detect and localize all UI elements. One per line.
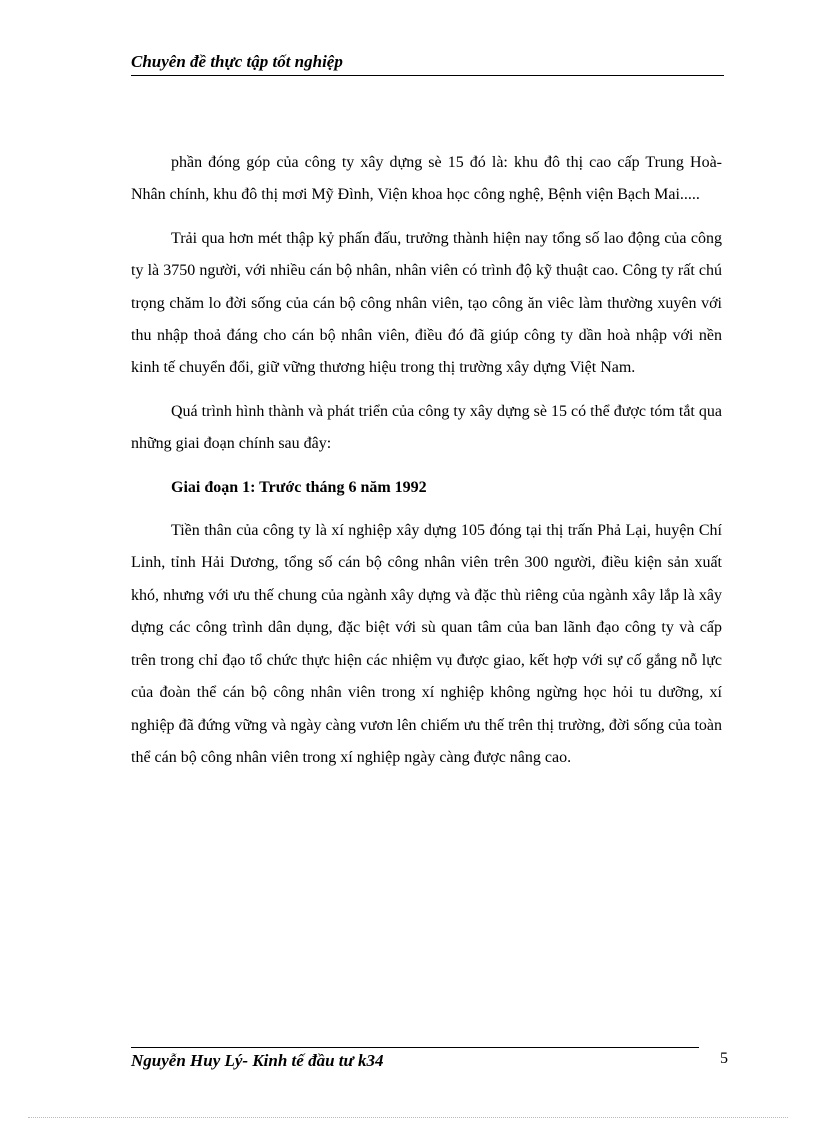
- paragraph-4: Tiền thân của công ty là xí nghiệp xây dựng 105 đóng tại thị trấn Phả Lại, huyện Chí Linh, tỉnh Hải Dương, tổng số cán bộ công nhân viên trên 300 người, điều kiện sản xuất khó, nhưng với ưu thế chung của ngành xây dựng và đặc thù riêng của ngành xây lắp là xây dựng các công trình dân dụng, đặc biệt với sù quan tâm của ban lãnh đạo công ty và cấp trên trong chỉ đạo tổ chức thực hiện các nhiệm vụ được giao, kết hợp với sự cố gắng nỗ lực của đoàn thể cán bộ công nhân viên trong xí nghiệp không ngừng học hỏi tu dưỡng, xí nghiệp đã đứng vững và ngày càng vươn lên chiếm ưu thế trên thị trường, đời sống của toàn thể cán bộ công nhân viên trong xí nghiệp ngày càng được nâng cao.: [131, 522, 722, 766]
- footer-divider: [131, 1047, 699, 1048]
- paragraph-2: Trải qua hơn mét thập kỷ phấn đấu, trưởng thành hiện nay tổng số lao động của công ty là 3750 người, với nhiều cán bộ nhân, nhân viên có trình độ kỹ thuật cao. Công ty rất chú trọng chăm lo đời sống của cán bộ công nhân viên, tạo công ăn viêc làm thường xuyên với thu nhập thoả đáng cho cán bộ nhân viên, điều đó đã giúp công ty dần hoà nhập với nền kinh tế chuyển đổi, giữ vững thương hiệu trong thị trường xây dựng Việt Nam.: [131, 229, 722, 377]
- paragraph-3: Quá trình hình thành và phát triển của công ty xây dựng sè 15 có thể được tóm tắt qua những giai đoạn chính sau đây:: [131, 402, 722, 453]
- page-edge-dots: [28, 1117, 788, 1118]
- document-body: [131, 147, 722, 785]
- paragraph-1: phần đóng góp của công ty xây dựng sè 15 đó là: khu đô thị cao cấp Trung Hoà- Nhân chính, khu đô thị mơi Mỹ Đình, Viện khoa học công nghệ, Bệnh viện Bạch Mai.....: [131, 154, 722, 204]
- header-divider: [131, 75, 724, 76]
- section-heading: Giai đoạn 1: Trước tháng 6 năm 1992: [171, 478, 427, 496]
- footer-author: Nguyễn Huy Lý- Kinh tế đầu tư k34: [131, 1051, 384, 1070]
- header-title: Chuyên đề thực tập tốt nghiệp: [131, 52, 343, 71]
- page-number: 5: [720, 1050, 728, 1067]
